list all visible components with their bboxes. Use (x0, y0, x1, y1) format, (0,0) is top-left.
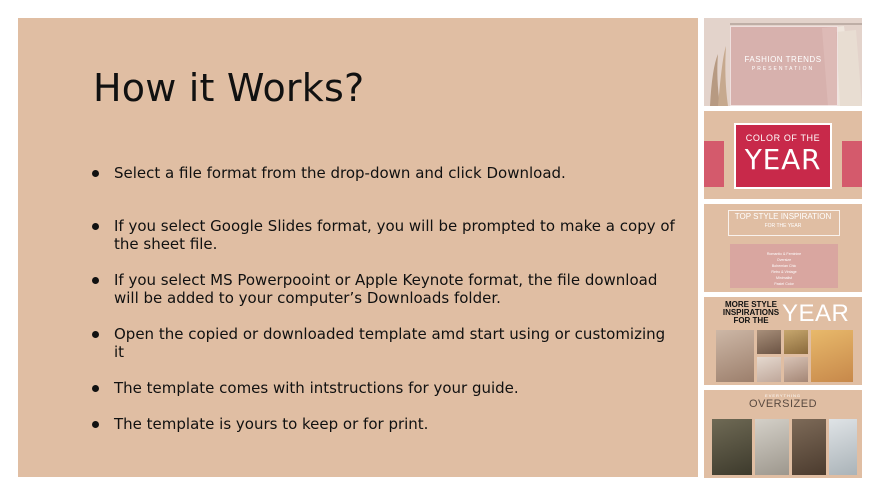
thumb-title: MORE STYLE INSPIRATIONS FOR THE (722, 300, 780, 325)
photo-image (792, 419, 826, 475)
list-item: Minimalist (776, 276, 792, 280)
slide-thumbnail-2[interactable] (704, 111, 862, 199)
thumb-title: TOP STYLE INSPIRATION (734, 212, 832, 221)
photo-image (757, 330, 781, 354)
photo-image (712, 419, 752, 475)
slide-thumbnail-4[interactable] (704, 297, 862, 385)
bullet-item: If you select MS Powerpooint or Apple Keynote format, the file download will be added to your computer’s Downloads folder. (90, 271, 675, 307)
slide-thumbnail-1[interactable] (704, 18, 862, 106)
bullet-item: If you select Google Slides format, you will be prompted to make a copy of the sheet file. (90, 217, 675, 253)
bullet-dot-icon (92, 170, 99, 177)
thumb-subtitle: PRESENTATION (751, 66, 815, 72)
thumb-title: COLOR OF THE (745, 133, 821, 143)
main-slide (18, 18, 698, 477)
photo-image (784, 330, 808, 354)
thumb-subtitle: FOR THE YEAR (764, 223, 802, 229)
slide-thumbnail-3[interactable] (704, 204, 862, 292)
list-item: Oversize (776, 258, 792, 262)
slide-title: How it Works? (93, 66, 365, 110)
photo-image (784, 357, 808, 382)
photo-image (757, 357, 781, 382)
photo-image (755, 419, 789, 475)
list-item: Bohemian Chic (771, 264, 797, 268)
list-item: Romantic & Feminine (766, 252, 802, 256)
list-item: Pastel Color (774, 282, 794, 286)
thumb-kicker: EVERYTHING (765, 393, 801, 398)
photo-image (811, 330, 853, 382)
thumb-big-word: YEAR (744, 143, 822, 176)
photo-image (716, 330, 754, 382)
thumb-big-word: YEAR (782, 300, 850, 327)
bullet-dot-icon (92, 277, 99, 284)
thumb-title: FASHION TRENDS (744, 55, 822, 64)
bullet-item: Select a file format from the drop-down and click Download. (90, 164, 675, 182)
bullet-item: The template is yours to keep or for print. (90, 415, 675, 433)
photo-image (829, 419, 857, 475)
thumb-title: OVERSIZED (748, 398, 818, 410)
slide-thumbnail-5[interactable] (704, 390, 862, 478)
bullet-dot-icon (92, 223, 99, 230)
bullet-dot-icon (92, 421, 99, 428)
bullet-item: Open the copied or downloaded template amd start using or customizing it (90, 325, 675, 361)
bullet-item: The template comes with intstructions for your guide. (90, 379, 675, 397)
list-item: Retro & Vintage (771, 270, 797, 274)
bullet-dot-icon (92, 385, 99, 392)
bullet-dot-icon (92, 331, 99, 338)
